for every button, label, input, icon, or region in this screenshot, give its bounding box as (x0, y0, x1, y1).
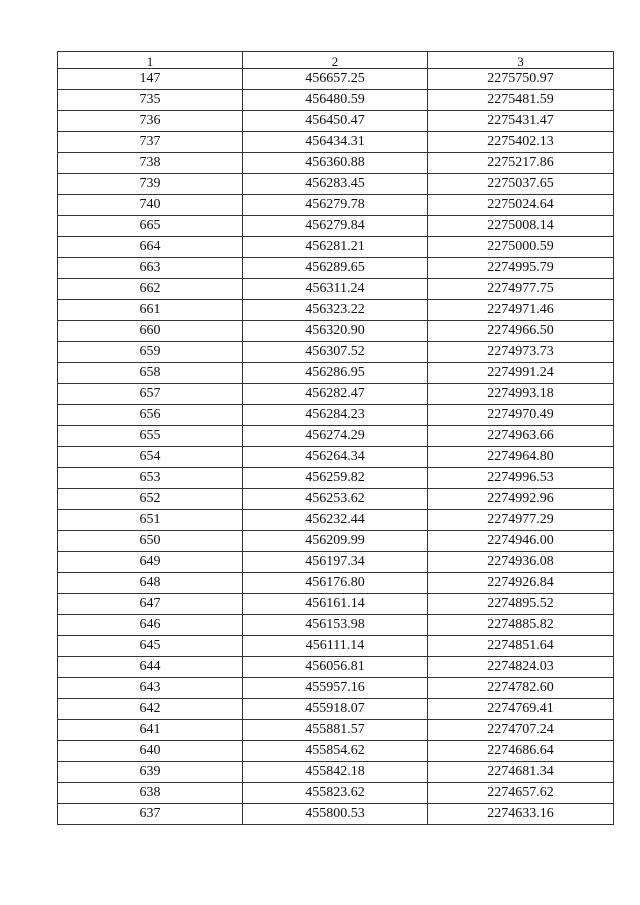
table-cell-col-3: 2274973.73 (428, 342, 614, 363)
table-cell-col-1: 663 (58, 258, 243, 279)
table-cell-col-1: 642 (58, 699, 243, 720)
table-row (58, 699, 614, 720)
table-cell-col-1: 735 (58, 90, 243, 111)
table-cell-col-1: 645 (58, 636, 243, 657)
table-cell-col-2: 456197.34 (243, 552, 428, 573)
table-cell-col-2: 456264.34 (243, 447, 428, 468)
table-cell-col-2: 455957.16 (243, 678, 428, 699)
table-cell-col-1: 657 (58, 384, 243, 405)
table-cell-col-2: 456279.84 (243, 216, 428, 237)
table-row (58, 174, 614, 195)
table-row (58, 531, 614, 552)
table-cell-col-2: 456253.62 (243, 489, 428, 510)
table-cell-col-1: 651 (58, 510, 243, 531)
column-header-2: 2 (243, 52, 428, 69)
table-cell-col-2: 456450.47 (243, 111, 428, 132)
table-cell-col-1: 655 (58, 426, 243, 447)
table-cell-col-3: 2275037.65 (428, 174, 614, 195)
table-cell-col-3: 2275217.86 (428, 153, 614, 174)
table-cell-col-2: 456289.65 (243, 258, 428, 279)
table-row (58, 804, 614, 825)
table-row (58, 342, 614, 363)
table-cell-col-3: 2274946.00 (428, 531, 614, 552)
table-cell-col-2: 456056.81 (243, 657, 428, 678)
table-cell-col-2: 456153.98 (243, 615, 428, 636)
table-cell-col-2: 456307.52 (243, 342, 428, 363)
table-cell-col-3: 2275008.14 (428, 216, 614, 237)
table-cell-col-1: 661 (58, 300, 243, 321)
table-cell-col-1: 637 (58, 804, 243, 825)
table-cell-col-1: 649 (58, 552, 243, 573)
table-cell-col-2: 456279.78 (243, 195, 428, 216)
table-cell-col-1: 737 (58, 132, 243, 153)
table-cell-col-1: 647 (58, 594, 243, 615)
table-row (58, 300, 614, 321)
table-cell-col-3: 2274633.16 (428, 804, 614, 825)
table-cell-col-3: 2274977.29 (428, 510, 614, 531)
column-header-1: 1 (58, 52, 243, 69)
table-cell-col-2: 456311.24 (243, 279, 428, 300)
table-cell-col-3: 2274885.82 (428, 615, 614, 636)
table-row (58, 132, 614, 153)
table-cell-col-2: 456259.82 (243, 468, 428, 489)
table-cell-col-1: 660 (58, 321, 243, 342)
table-cell-col-2: 456657.25 (243, 69, 428, 90)
table-cell-col-2: 456274.29 (243, 426, 428, 447)
table-cell-col-2: 456323.22 (243, 300, 428, 321)
table-row (58, 321, 614, 342)
table-cell-col-3: 2275481.59 (428, 90, 614, 111)
table-row (58, 741, 614, 762)
table-row (58, 90, 614, 111)
table-cell-col-2: 456283.45 (243, 174, 428, 195)
table-cell-col-3: 2274971.46 (428, 300, 614, 321)
table-row (58, 153, 614, 174)
table-cell-col-3: 2274936.08 (428, 552, 614, 573)
table-cell-col-2: 456284.23 (243, 405, 428, 426)
table-cell-col-1: 147 (58, 69, 243, 90)
table-row (58, 552, 614, 573)
table-cell-col-1: 658 (58, 363, 243, 384)
table-cell-col-3: 2275000.59 (428, 237, 614, 258)
column-header-3: 3 (428, 52, 614, 69)
table-cell-col-3: 2274769.41 (428, 699, 614, 720)
table-cell-col-1: 646 (58, 615, 243, 636)
table-row (58, 615, 614, 636)
table-cell-col-1: 740 (58, 195, 243, 216)
table-cell-col-2: 456232.44 (243, 510, 428, 531)
table-row (58, 468, 614, 489)
table-cell-col-1: 664 (58, 237, 243, 258)
table-cell-col-3: 2274992.96 (428, 489, 614, 510)
table-cell-col-2: 455881.57 (243, 720, 428, 741)
table-cell-col-1: 739 (58, 174, 243, 195)
table-cell-col-1: 656 (58, 405, 243, 426)
table-body (58, 69, 614, 825)
coordinate-table (57, 51, 614, 825)
table-cell-col-3: 2274995.79 (428, 258, 614, 279)
table-cell-col-3: 2274824.03 (428, 657, 614, 678)
table-row (58, 258, 614, 279)
table-cell-col-3: 2274996.53 (428, 468, 614, 489)
table-cell-col-2: 456111.14 (243, 636, 428, 657)
table-row (58, 447, 614, 468)
table-cell-col-1: 641 (58, 720, 243, 741)
table-cell-col-3: 2274993.18 (428, 384, 614, 405)
table-cell-col-1: 643 (58, 678, 243, 699)
table-cell-col-3: 2274964.80 (428, 447, 614, 468)
table-row (58, 678, 614, 699)
table-cell-col-2: 456176.80 (243, 573, 428, 594)
table-cell-col-1: 665 (58, 216, 243, 237)
table-cell-col-2: 456320.90 (243, 321, 428, 342)
table-cell-col-3: 2274963.66 (428, 426, 614, 447)
table-header-row (58, 52, 614, 69)
table-cell-col-3: 2274851.64 (428, 636, 614, 657)
table-row (58, 237, 614, 258)
table-cell-col-2: 455823.62 (243, 783, 428, 804)
table-cell-col-2: 456282.47 (243, 384, 428, 405)
table-cell-col-1: 654 (58, 447, 243, 468)
table-row (58, 195, 614, 216)
table-row (58, 636, 614, 657)
table-cell-col-1: 738 (58, 153, 243, 174)
table-cell-col-2: 456209.99 (243, 531, 428, 552)
table-cell-col-3: 2274707.24 (428, 720, 614, 741)
table-cell-col-2: 456480.59 (243, 90, 428, 111)
table-cell-col-1: 644 (58, 657, 243, 678)
table-cell-col-3: 2274895.52 (428, 594, 614, 615)
table-cell-col-1: 662 (58, 279, 243, 300)
table-row (58, 279, 614, 300)
table-row (58, 783, 614, 804)
table-cell-col-2: 456360.88 (243, 153, 428, 174)
table-cell-col-3: 2274657.62 (428, 783, 614, 804)
table-cell-col-3: 2275750.97 (428, 69, 614, 90)
table-row (58, 216, 614, 237)
table-row (58, 573, 614, 594)
table-cell-col-1: 639 (58, 762, 243, 783)
table-cell-col-2: 456281.21 (243, 237, 428, 258)
table-cell-col-3: 2274977.75 (428, 279, 614, 300)
table-cell-col-2: 456434.31 (243, 132, 428, 153)
table-cell-col-1: 638 (58, 783, 243, 804)
table-cell-col-1: 650 (58, 531, 243, 552)
table-row (58, 510, 614, 531)
table-row (58, 657, 614, 678)
table-cell-col-1: 736 (58, 111, 243, 132)
table-cell-col-3: 2274926.84 (428, 573, 614, 594)
table-cell-col-3: 2274966.50 (428, 321, 614, 342)
table-cell-col-1: 653 (58, 468, 243, 489)
table-cell-col-1: 652 (58, 489, 243, 510)
table-cell-col-3: 2274686.64 (428, 741, 614, 762)
table-cell-col-1: 640 (58, 741, 243, 762)
table-row (58, 111, 614, 132)
table-cell-col-2: 455800.53 (243, 804, 428, 825)
table-cell-col-2: 456286.95 (243, 363, 428, 384)
table-row (58, 384, 614, 405)
table-cell-col-3: 2274782.60 (428, 678, 614, 699)
table-cell-col-3: 2275402.13 (428, 132, 614, 153)
table-row (58, 426, 614, 447)
table-row (58, 720, 614, 741)
table-row (58, 69, 614, 90)
table-cell-col-1: 648 (58, 573, 243, 594)
table-cell-col-2: 455842.18 (243, 762, 428, 783)
table-cell-col-2: 455918.07 (243, 699, 428, 720)
table-row (58, 489, 614, 510)
table-cell-col-3: 2274681.34 (428, 762, 614, 783)
table-row (58, 762, 614, 783)
table-cell-col-3: 2275431.47 (428, 111, 614, 132)
table-cell-col-2: 456161.14 (243, 594, 428, 615)
table-row (58, 405, 614, 426)
table-cell-col-2: 455854.62 (243, 741, 428, 762)
table-row (58, 594, 614, 615)
table-cell-col-3: 2274991.24 (428, 363, 614, 384)
table-row (58, 363, 614, 384)
table-cell-col-3: 2275024.64 (428, 195, 614, 216)
table-cell-col-3: 2274970.49 (428, 405, 614, 426)
table-cell-col-1: 659 (58, 342, 243, 363)
